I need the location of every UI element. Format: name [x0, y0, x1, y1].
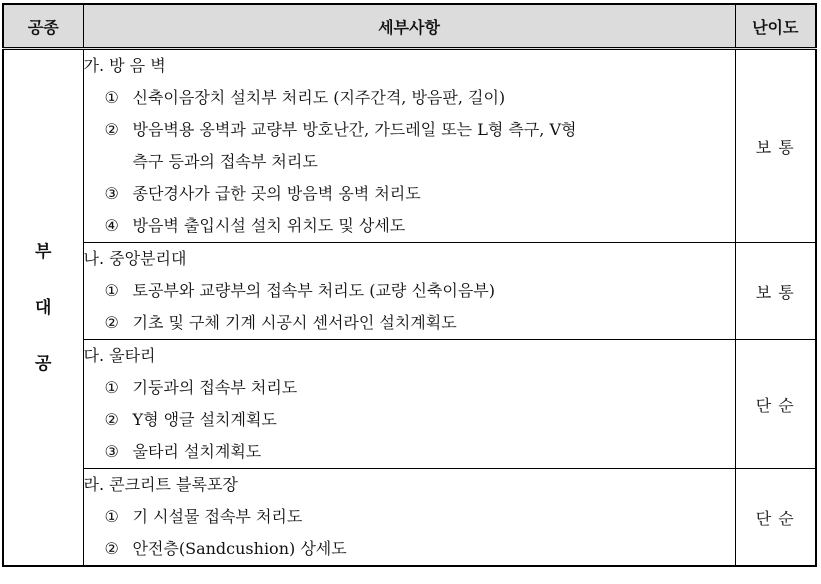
spec-table: [2, 3, 817, 567]
item-text-continuation: 측구 등과의 접속부 처리도: [132, 152, 318, 171]
header-category: 공종: [3, 4, 83, 49]
list-item: [84, 404, 735, 436]
item-number: ①: [104, 378, 119, 397]
section-detail: [83, 243, 735, 340]
list-item: [84, 82, 735, 114]
item-number: ③: [104, 442, 119, 461]
header-row: [3, 4, 816, 49]
header-difficulty: 난이도: [735, 4, 816, 49]
item-text: 방음벽용 옹벽과 교량부 방호난간, 가드레일 또는 L형 측구, V형: [132, 120, 577, 139]
category-char: 대: [35, 297, 52, 318]
list-item: [84, 436, 735, 468]
item-text: 기초 및 구체 기계 시공시 센서라인 설치계획도: [132, 313, 457, 332]
item-number: ①: [104, 88, 119, 107]
section-detail: [83, 469, 735, 567]
list-item: [84, 178, 735, 210]
section-title: 다. 울타리: [83, 346, 156, 365]
list-item: [84, 307, 735, 339]
item-text: 기둥과의 접속부 처리도: [132, 378, 298, 397]
list-item: [84, 210, 735, 242]
difficulty-cell: 단 순: [735, 340, 816, 469]
section-row: [3, 49, 816, 243]
list-item: [84, 114, 735, 178]
item-number: ②: [104, 539, 119, 558]
item-number: ②: [104, 313, 119, 332]
section-title: 나. 중앙분리대: [83, 249, 187, 268]
list-item: [84, 501, 735, 533]
difficulty-cell: 보 통: [735, 49, 816, 243]
item-number: ①: [104, 281, 119, 300]
category-char: 부: [35, 241, 52, 262]
item-number: ③: [104, 184, 119, 203]
header-detail: 세부사항: [83, 4, 735, 49]
category-cell: [3, 49, 83, 567]
item-text: 기 시설물 접속부 처리도: [132, 507, 303, 526]
list-item: [84, 533, 735, 565]
item-number: ②: [104, 120, 119, 139]
difficulty-cell: 단 순: [735, 469, 816, 567]
difficulty-cell: 보 통: [735, 243, 816, 340]
item-number: ①: [104, 507, 119, 526]
section-detail: [83, 340, 735, 469]
item-text: 방음벽 출입시설 설치 위치도 및 상세도: [132, 216, 406, 235]
item-text: 울타리 설치계획도: [132, 442, 262, 461]
item-text: 토공부와 교량부의 접속부 처리도 (교량 신축이음부): [132, 281, 495, 300]
section-title: 가. 방 음 벽: [83, 56, 166, 75]
list-item: [84, 372, 735, 404]
item-text: 종단경사가 급한 곳의 방음벽 옹벽 처리도: [132, 184, 421, 203]
item-text: 안전층(Sandcushion) 상세도: [132, 539, 347, 558]
section-row: [3, 243, 816, 340]
item-number: ②: [104, 410, 119, 429]
item-text: 신축이음장치 설치부 처리도 (지주간격, 방음판, 길이): [132, 88, 506, 107]
item-number: ④: [104, 216, 119, 235]
section-row: [3, 340, 816, 469]
section-row: [3, 469, 816, 567]
section-title: 라. 콘크리트 블록포장: [83, 475, 238, 494]
list-item: [84, 275, 735, 307]
category-char: 공: [35, 353, 52, 374]
section-detail: [83, 49, 735, 243]
item-text: Y형 앵글 설치계획도: [132, 410, 277, 429]
